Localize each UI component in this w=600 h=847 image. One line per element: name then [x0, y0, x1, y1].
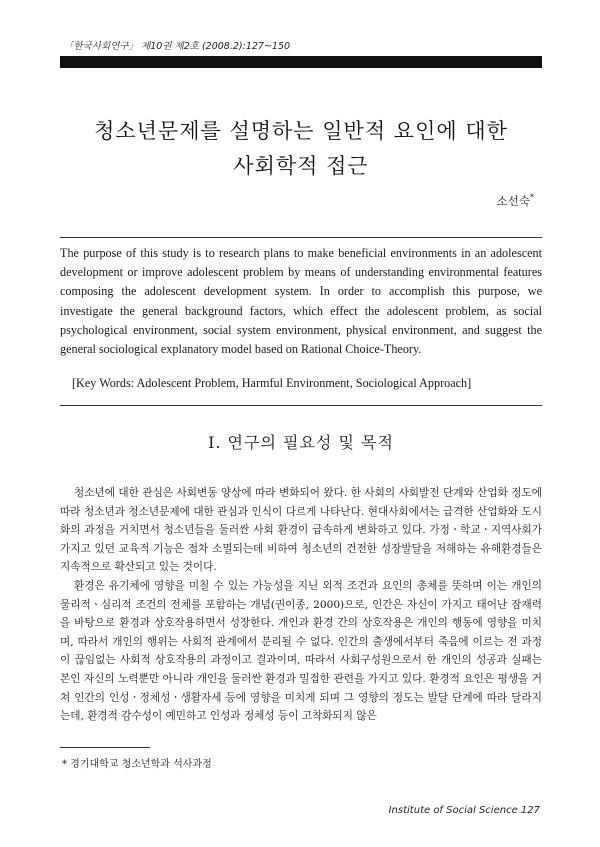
paper-title-line-2: 사회학적 접근 — [233, 154, 369, 178]
journal-reference: 「한국사회연구」 제10권 제2호 (2008.2):127~150 — [64, 41, 291, 52]
author-name: 소선숙 — [496, 194, 530, 208]
footnote-rule — [60, 747, 150, 748]
abstract-text: The purpose of this study is to research plans to make beneficial environments in an adolescent development or improve adolescent problem by means of understanding environmental features composing the adolescent development system. In order to accomplish this purpose, we investigate the general background factors, which effect the adolescent problem, as social psychological environment, social system environment, physical environment, and suggest the general sociological explanatory model based on Rational Choice-Theory. — [60, 246, 542, 357]
section-heading: Ⅰ. 연구의 필요성 및 목적 — [208, 433, 394, 452]
body-text — [60, 484, 542, 726]
abstract-bottom-rule — [60, 405, 542, 406]
page-footer: Institute of Social Science 127 — [388, 805, 540, 816]
body-paragraph: 환경은 유기체에 영향을 미칠 수 있는 가능성을 지닌 외적 조건과 요인의 총체를 뜻하며 이는 개인의 물리적ㆍ심리적 조건의 전체를 포함하는 개념(권이종, 2000)으로, 인간은 자신이 가지고 태어난 잠재력을 바탕으로 환경과 상호작용하면서 성장한다. 개인과 환경 간의 상호작용은 개인의 행동에 영향을 미치며, 따라서 개인의 행위는 사회적 관계에서 분리될 수 없다. 인간의 출생에서부터 죽음에 이르는 전 과정이 끊임없는 사회적 상호작용의 과정이고 결과이며, 따라서 사회구성원으로서 한 개인의 성공과 실패는 본인 자신의 노력뿐만 아니라 개인을 둘러싼 환경과 밀접한 관련을 가지고 있다. 환경적 요인은 평생을 거쳐 인간의 인성ㆍ정체성ㆍ생활자세 등에 영향을 미치게 되며 그 영향의 정도는 발달 단계에 따라 달라지는데, 환경적 감수성이 예민하고 인성과 정체성 등이 고착화되지 않은 — [60, 579, 542, 723]
footnote: * 경기대학교 청소년학과 석사과정 — [62, 759, 212, 770]
paper-title-line-1: 청소년문제를 설명하는 일반적 요인에 대한 — [94, 119, 508, 143]
author-footnote-mark: * — [530, 193, 534, 203]
body-paragraph: 청소년에 대한 관심은 사회변동 양상에 따라 변화되어 왔다. 한 사회의 사회발전 단계와 산업화 정도에 따라 청소년과 청소년문제에 대한 관심과 인식이 다르게 나타난다. 현대사회에서는 급격한 산업화와 도시화의 과정을 거치면서 청소년들을 둘러싼 사회 환경이 급속하게 변화하고 있다. 가정ㆍ학교ㆍ지역사회가 가지고 있던 교육적 기능은 점차 소멸되는데 비하여 청소년의 건전한 성장발달을 저해하는 유해환경들은 지속적으로 확산되고 있는 것이다. — [60, 487, 542, 574]
author — [497, 193, 534, 209]
keywords: [Key Words: Adolescent Problem, Harmful Environment, Sociological Approach] — [72, 376, 472, 390]
header-bar — [60, 56, 542, 68]
abstract-top-rule — [60, 237, 542, 238]
